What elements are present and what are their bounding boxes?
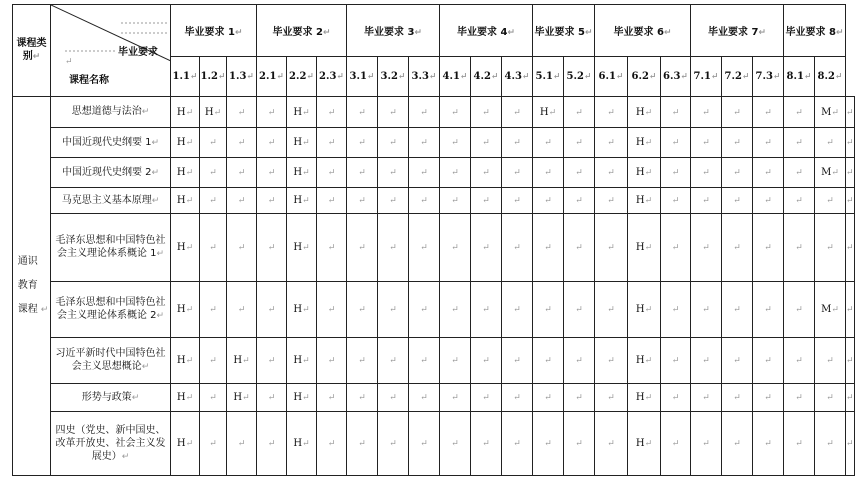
matrix-cell: ↵ — [347, 338, 378, 384]
sub-requirement-header: 8.2↵ — [815, 57, 846, 97]
matrix-cell: ↵ — [846, 158, 855, 188]
matrix-cell: ↵ — [784, 97, 815, 128]
matrix-cell: ↵ — [784, 214, 815, 282]
matrix-cell: H↵ — [628, 158, 661, 188]
matrix-cell: ↵ — [257, 97, 287, 128]
matrix-cell: ↵ — [200, 214, 227, 282]
matrix-cell: ↵ — [440, 188, 471, 214]
matrix-cell: ↵ — [317, 214, 347, 282]
matrix-cell: H↵ — [287, 128, 317, 158]
matrix-cell: ↵ — [502, 412, 533, 476]
matrix-cell: H↵ — [628, 214, 661, 282]
table-row — [13, 282, 855, 338]
requirement-header-4: 毕业要求 4↵ — [440, 5, 533, 57]
sub-requirement-header: 1.1↵ — [171, 57, 200, 97]
matrix-cell: ↵ — [440, 282, 471, 338]
matrix-cell: ↵ — [595, 158, 628, 188]
matrix-cell: H↵ — [171, 338, 200, 384]
matrix-cell: H↵ — [171, 384, 200, 412]
matrix-cell: ↵ — [753, 188, 784, 214]
matrix-cell: ↵ — [661, 158, 691, 188]
matrix-cell: ↵ — [440, 384, 471, 412]
matrix-cell: ↵ — [595, 338, 628, 384]
matrix-cell: ↵ — [815, 412, 846, 476]
matrix-cell: ↵ — [846, 282, 855, 338]
matrix-cell: ↵ — [691, 188, 722, 214]
matrix-cell: H↵ — [171, 214, 200, 282]
matrix-cell: ↵ — [815, 384, 846, 412]
matrix-cell: ↵ — [691, 384, 722, 412]
course-name-cell: 毛泽东思想和中国特色社会主义理论体系概论 2↵ — [51, 282, 171, 338]
sub-requirement-header: 6.2↵ — [628, 57, 661, 97]
course-category-cell: 通识教育课程 ↵ — [13, 97, 51, 476]
requirement-header-row — [13, 5, 855, 57]
matrix-cell: H↵ — [287, 214, 317, 282]
matrix-cell: ↵ — [317, 128, 347, 158]
matrix-cell: ↵ — [564, 412, 595, 476]
matrix-cell: ↵ — [753, 282, 784, 338]
matrix-cell: ↵ — [409, 158, 440, 188]
matrix-cell: ↵ — [595, 188, 628, 214]
matrix-cell: ↵ — [564, 97, 595, 128]
sub-requirement-header: 4.2↵ — [471, 57, 502, 97]
sub-requirement-header: 7.2↵ — [722, 57, 753, 97]
matrix-cell: ↵ — [595, 128, 628, 158]
matrix-cell: ↵ — [753, 338, 784, 384]
matrix-cell: ↵ — [722, 97, 753, 128]
matrix-cell: H↵ — [287, 384, 317, 412]
matrix-cell: ↵ — [564, 188, 595, 214]
matrix-cell: ↵ — [533, 412, 564, 476]
matrix-cell: ↵ — [227, 214, 257, 282]
table-row — [13, 97, 855, 128]
requirement-label: 毕业要求 6 — [613, 27, 664, 38]
sub-requirement-header: 8.1↵ — [784, 57, 815, 97]
course-name-cell: 马克思主义基本原理↵ — [51, 188, 171, 214]
matrix-cell: ↵ — [722, 188, 753, 214]
matrix-cell: ↵ — [815, 188, 846, 214]
matrix-cell: ↵ — [317, 158, 347, 188]
matrix-cell: ↵ — [471, 384, 502, 412]
matrix-cell: ↵ — [257, 384, 287, 412]
matrix-cell: ↵ — [317, 188, 347, 214]
matrix-cell: ↵ — [440, 214, 471, 282]
matrix-cell: ↵ — [200, 158, 227, 188]
matrix-cell: ↵ — [440, 97, 471, 128]
matrix-cell: ↵ — [378, 384, 409, 412]
matrix-cell: ↵ — [661, 384, 691, 412]
sub-requirement-header: 2.3↵ — [317, 57, 347, 97]
requirements-matrix — [12, 4, 855, 476]
matrix-cell: ↵ — [661, 97, 691, 128]
matrix-cell: ↵ — [846, 214, 855, 282]
matrix-cell: ↵ — [409, 214, 440, 282]
matrix-cell: ↵ — [200, 384, 227, 412]
matrix-cell: ↵ — [378, 188, 409, 214]
table-row — [13, 338, 855, 384]
table-row — [13, 412, 855, 476]
matrix-cell: ↵ — [471, 128, 502, 158]
matrix-cell: ↵ — [691, 214, 722, 282]
matrix-cell: ↵ — [564, 214, 595, 282]
matrix-cell: ↵ — [440, 338, 471, 384]
matrix-cell: ↵ — [722, 128, 753, 158]
matrix-cell: ↵ — [753, 158, 784, 188]
matrix-cell: ↵ — [595, 384, 628, 412]
table-row — [13, 128, 855, 158]
matrix-cell: ↵ — [753, 214, 784, 282]
requirement-header-2: 毕业要求 2↵ — [257, 5, 347, 57]
requirement-header-7: 毕业要求 7↵ — [691, 5, 784, 57]
matrix-cell: ↵ — [533, 384, 564, 412]
matrix-cell: ↵ — [347, 214, 378, 282]
matrix-cell: ↵ — [200, 412, 227, 476]
matrix-cell: ↵ — [784, 412, 815, 476]
diag-requirement-label: 毕业要求 — [118, 47, 158, 58]
matrix-cell: ↵ — [661, 412, 691, 476]
matrix-cell: ↵ — [753, 384, 784, 412]
matrix-cell: ↵ — [533, 128, 564, 158]
matrix-cell: ↵ — [317, 384, 347, 412]
matrix-cell: ↵ — [409, 128, 440, 158]
matrix-cell: H↵ — [171, 188, 200, 214]
matrix-cell: ↵ — [502, 158, 533, 188]
sub-requirement-header: 2.1↵ — [257, 57, 287, 97]
sub-requirement-header: 3.2↵ — [378, 57, 409, 97]
matrix-cell: ↵ — [846, 338, 855, 384]
requirement-header-1: 毕业要求 1↵ — [171, 5, 257, 57]
matrix-cell: ↵ — [661, 214, 691, 282]
requirement-label: 毕业要求 1 — [184, 27, 235, 38]
sub-requirement-header: 6.1↵ — [595, 57, 628, 97]
matrix-cell: ↵ — [471, 282, 502, 338]
matrix-cell: ↵ — [846, 188, 855, 214]
matrix-cell: ↵ — [595, 214, 628, 282]
matrix-cell: H↵ — [171, 412, 200, 476]
matrix-cell: ↵ — [440, 412, 471, 476]
matrix-cell: ↵ — [471, 214, 502, 282]
diagonal-header-cell: 毕业要求 ↵ 课程名称 — [51, 5, 171, 97]
matrix-cell: H↵ — [287, 338, 317, 384]
matrix-cell: ↵ — [317, 412, 347, 476]
matrix-cell: ↵ — [784, 188, 815, 214]
sub-requirement-header: 6.3↵ — [661, 57, 691, 97]
matrix-cell: ↵ — [533, 158, 564, 188]
matrix-cell: ↵ — [846, 384, 855, 412]
matrix-cell: ↵ — [227, 188, 257, 214]
matrix-cell: ↵ — [378, 97, 409, 128]
matrix-cell: H↵ — [533, 97, 564, 128]
matrix-cell: ↵ — [815, 338, 846, 384]
matrix-cell: ↵ — [533, 338, 564, 384]
matrix-cell: ↵ — [533, 282, 564, 338]
requirement-label: 毕业要求 7 — [708, 27, 759, 38]
matrix-cell: H↵ — [171, 158, 200, 188]
matrix-cell: ↵ — [471, 412, 502, 476]
requirement-header-6: 毕业要求 6↵ — [595, 5, 691, 57]
requirement-label: 毕业要求 4 — [457, 27, 508, 38]
table-row — [13, 188, 855, 214]
diag-course-label: 课程名称 — [69, 75, 109, 86]
matrix-cell: ↵ — [784, 128, 815, 158]
matrix-cell: ↵ — [257, 188, 287, 214]
matrix-cell: ↵ — [347, 188, 378, 214]
matrix-cell: H↵ — [171, 282, 200, 338]
matrix-cell: ↵ — [815, 128, 846, 158]
matrix-cell: H↵ — [171, 128, 200, 158]
table-row — [13, 158, 855, 188]
matrix-cell: H↵ — [628, 384, 661, 412]
course-name-cell: 形势与政策↵ — [51, 384, 171, 412]
matrix-cell: ↵ — [440, 158, 471, 188]
sub-requirement-header: 2.2↵ — [287, 57, 317, 97]
matrix-cell: H↵ — [287, 188, 317, 214]
matrix-cell: ↵ — [409, 384, 440, 412]
matrix-cell: ↵ — [257, 282, 287, 338]
matrix-cell: ↵ — [564, 158, 595, 188]
matrix-cell: H↵ — [200, 97, 227, 128]
matrix-cell: ↵ — [784, 384, 815, 412]
matrix-cell: ↵ — [595, 282, 628, 338]
matrix-cell: ↵ — [564, 338, 595, 384]
matrix-cell: ↵ — [595, 412, 628, 476]
matrix-cell: ↵ — [347, 97, 378, 128]
matrix-cell: ↵ — [257, 128, 287, 158]
matrix-cell: ↵ — [227, 412, 257, 476]
course-name-cell: 四史（党史、新中国史、改革开放史、社会主义发展史）↵ — [51, 412, 171, 476]
matrix-cell: H↵ — [628, 282, 661, 338]
matrix-cell: ↵ — [722, 158, 753, 188]
sub-requirement-header: 3.3↵ — [409, 57, 440, 97]
matrix-cell: ↵ — [378, 282, 409, 338]
matrix-cell: ↵ — [564, 282, 595, 338]
matrix-cell: ↵ — [533, 214, 564, 282]
matrix-cell: H↵ — [628, 97, 661, 128]
matrix-cell: H↵ — [287, 97, 317, 128]
category-header: 课程类别↵ — [13, 5, 51, 97]
matrix-cell: ↵ — [502, 128, 533, 158]
matrix-cell: ↵ — [347, 412, 378, 476]
sub-requirement-header: 5.1↵ — [533, 57, 564, 97]
matrix-cell: ↵ — [722, 338, 753, 384]
matrix-cell: ↵ — [722, 384, 753, 412]
matrix-cell: ↵ — [471, 97, 502, 128]
matrix-cell: ↵ — [691, 97, 722, 128]
matrix-cell: ↵ — [347, 282, 378, 338]
matrix-cell: ↵ — [691, 128, 722, 158]
sub-requirement-header: 7.1↵ — [691, 57, 722, 97]
matrix-cell: ↵ — [257, 214, 287, 282]
course-name-cell: 中国近现代史纲要 1↵ — [51, 128, 171, 158]
matrix-cell: ↵ — [502, 188, 533, 214]
sub-requirement-header: 1.3↵ — [227, 57, 257, 97]
course-name-cell: 毛泽东思想和中国特色社会主义理论体系概论 1↵ — [51, 214, 171, 282]
matrix-cell: ↵ — [846, 412, 855, 476]
requirement-label: 毕业要求 2 — [272, 27, 323, 38]
matrix-cell: ↵ — [200, 128, 227, 158]
matrix-cell: ↵ — [784, 158, 815, 188]
matrix-cell: ↵ — [409, 282, 440, 338]
course-name-cell: 中国近现代史纲要 2↵ — [51, 158, 171, 188]
matrix-cell: ↵ — [200, 282, 227, 338]
matrix-cell: ↵ — [378, 214, 409, 282]
matrix-cell: H↵ — [171, 97, 200, 128]
course-requirement-table — [12, 4, 855, 476]
matrix-cell: ↵ — [722, 282, 753, 338]
matrix-cell: ↵ — [378, 128, 409, 158]
requirement-header-8: 毕业要求 8↵ — [784, 5, 846, 57]
matrix-cell: ↵ — [691, 412, 722, 476]
matrix-cell: H↵ — [227, 338, 257, 384]
matrix-cell: H↵ — [628, 412, 661, 476]
matrix-cell: ↵ — [502, 384, 533, 412]
matrix-cell: ↵ — [317, 282, 347, 338]
matrix-cell: H↵ — [287, 412, 317, 476]
requirement-label: 毕业要求 5 — [534, 27, 585, 38]
matrix-cell: ↵ — [227, 282, 257, 338]
matrix-cell: ↵ — [227, 128, 257, 158]
matrix-cell: ↵ — [409, 338, 440, 384]
matrix-cell: ↵ — [533, 188, 564, 214]
sub-requirement-header: 4.1↵ — [440, 57, 471, 97]
sub-requirement-header: 3.1↵ — [347, 57, 378, 97]
matrix-cell: ↵ — [753, 128, 784, 158]
matrix-cell: ↵ — [378, 158, 409, 188]
matrix-cell: H↵ — [628, 338, 661, 384]
sub-requirement-header: 5.2↵ — [564, 57, 595, 97]
matrix-cell: ↵ — [661, 282, 691, 338]
matrix-cell: ↵ — [227, 97, 257, 128]
matrix-cell: ↵ — [661, 128, 691, 158]
matrix-cell: ↵ — [753, 412, 784, 476]
matrix-cell: H↵ — [628, 188, 661, 214]
matrix-cell: ↵ — [378, 338, 409, 384]
matrix-cell: ↵ — [378, 412, 409, 476]
matrix-cell: ↵ — [257, 338, 287, 384]
matrix-cell: ↵ — [471, 188, 502, 214]
matrix-cell: ↵ — [722, 214, 753, 282]
sub-requirement-header: 7.3↵ — [753, 57, 784, 97]
matrix-cell: M↵ — [815, 158, 846, 188]
matrix-cell: ↵ — [257, 412, 287, 476]
matrix-cell: ↵ — [502, 282, 533, 338]
matrix-cell: ↵ — [661, 338, 691, 384]
matrix-cell: ↵ — [471, 338, 502, 384]
course-name-cell: 思想道德与法治↵ — [51, 97, 171, 128]
matrix-cell: ↵ — [257, 158, 287, 188]
matrix-cell: ↵ — [227, 158, 257, 188]
matrix-cell: ↵ — [691, 282, 722, 338]
matrix-cell: ↵ — [784, 338, 815, 384]
matrix-cell: ↵ — [846, 128, 855, 158]
matrix-cell: ↵ — [409, 412, 440, 476]
matrix-cell: ↵ — [502, 97, 533, 128]
matrix-cell: ↵ — [440, 128, 471, 158]
matrix-cell: ↵ — [200, 188, 227, 214]
matrix-cell: H↵ — [287, 282, 317, 338]
matrix-cell: ↵ — [691, 338, 722, 384]
table-row — [13, 384, 855, 412]
table-row — [13, 214, 855, 282]
matrix-cell: ↵ — [409, 97, 440, 128]
requirement-label: 毕业要求 8 — [785, 27, 836, 38]
matrix-cell: ↵ — [347, 128, 378, 158]
matrix-cell: H↵ — [227, 384, 257, 412]
matrix-cell: H↵ — [287, 158, 317, 188]
requirement-header-3: 毕业要求 3↵ — [347, 5, 440, 57]
matrix-cell: ↵ — [200, 338, 227, 384]
matrix-cell: ↵ — [661, 188, 691, 214]
matrix-cell: ↵ — [784, 282, 815, 338]
matrix-cell: ↵ — [502, 338, 533, 384]
matrix-cell: ↵ — [846, 97, 855, 128]
matrix-cell: M↵ — [815, 97, 846, 128]
matrix-cell: ↵ — [815, 214, 846, 282]
category-header-label: 课程类别 — [16, 38, 47, 62]
matrix-cell: ↵ — [471, 158, 502, 188]
sub-requirement-header: 4.3↵ — [502, 57, 533, 97]
requirement-label: 毕业要求 3 — [364, 27, 415, 38]
sub-requirement-header: 1.2↵ — [200, 57, 227, 97]
matrix-cell: ↵ — [564, 384, 595, 412]
course-name-cell: 习近平新时代中国特色社会主义思想概论↵ — [51, 338, 171, 384]
matrix-cell: ↵ — [317, 97, 347, 128]
matrix-cell: H↵ — [628, 128, 661, 158]
requirement-header-5: 毕业要求 5↵ — [533, 5, 595, 57]
matrix-cell: ↵ — [317, 338, 347, 384]
matrix-cell: M↵ — [815, 282, 846, 338]
matrix-cell: ↵ — [564, 128, 595, 158]
matrix-cell: ↵ — [409, 188, 440, 214]
matrix-cell: ↵ — [753, 97, 784, 128]
matrix-cell: ↵ — [595, 97, 628, 128]
matrix-cell: ↵ — [347, 384, 378, 412]
matrix-cell: ↵ — [691, 158, 722, 188]
matrix-cell: ↵ — [347, 158, 378, 188]
matrix-cell: ↵ — [502, 214, 533, 282]
matrix-cell: ↵ — [722, 412, 753, 476]
